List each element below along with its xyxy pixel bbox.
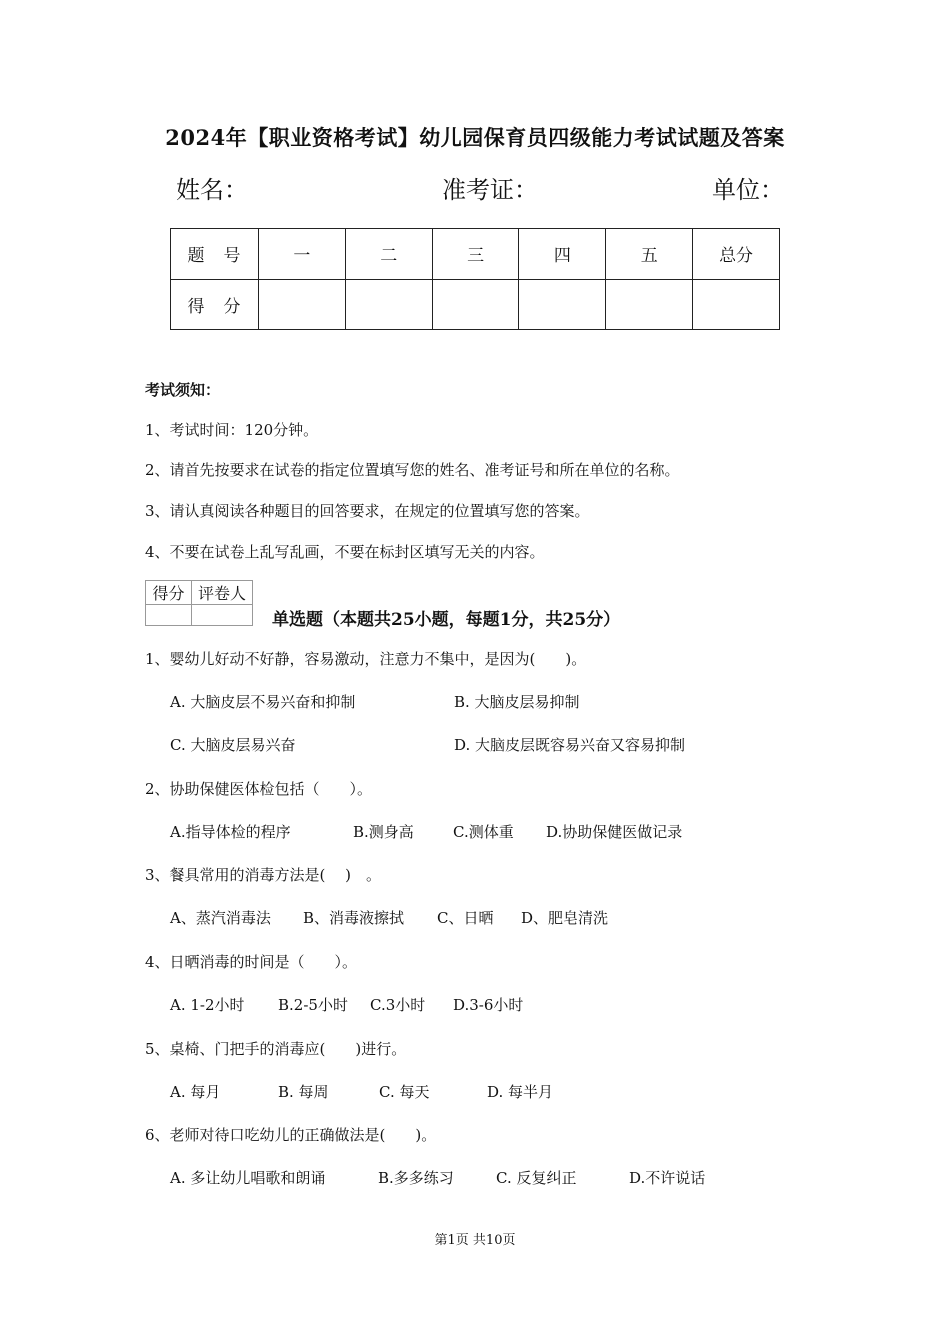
option: C. 大脑皮层易兴奋 xyxy=(170,736,296,754)
grader-reviewer-cell xyxy=(192,605,253,626)
column-header: 三 xyxy=(432,229,519,280)
section-title: 单选题（本题共25小题，每题1分，共25分） xyxy=(272,610,621,630)
option: A. 1-2小时 xyxy=(170,996,245,1014)
option: B. 每周 xyxy=(278,1083,329,1101)
page-title: 2024年【职业资格考试】幼儿园保育员四级能力考试试题及答案 xyxy=(165,125,785,150)
option: A.指导体检的程序 xyxy=(170,823,291,841)
score-table xyxy=(170,228,780,330)
column-header: 五 xyxy=(606,229,693,280)
option: B、消毒液擦拭 xyxy=(303,909,405,927)
option: A. 大脑皮层不易兴奋和抑制 xyxy=(170,693,356,711)
notice-item: 2、请首先按要求在试卷的指定位置填写您的姓名、准考证号和所在单位的名称。 xyxy=(145,461,680,479)
question-text: 2、协助保健医体检包括（ ）。 xyxy=(145,780,373,798)
option: D、肥皂清洗 xyxy=(521,909,609,927)
option: D.不许说话 xyxy=(629,1169,706,1187)
question-text: 3、餐具常用的消毒方法是( ) 。 xyxy=(145,866,382,884)
score-cell xyxy=(693,279,780,330)
option: B.多多练习 xyxy=(378,1169,454,1187)
score-cell xyxy=(606,279,693,330)
score-label: 得 分 xyxy=(171,279,259,330)
option: D. 每半月 xyxy=(487,1083,554,1101)
column-header: 二 xyxy=(345,229,432,280)
option: D. 大脑皮层既容易兴奋又容易抑制 xyxy=(454,736,686,754)
column-header: 一 xyxy=(259,229,346,280)
option: A、蒸汽消毒法 xyxy=(170,909,271,927)
option: A. 多让幼儿唱歌和朗诵 xyxy=(170,1169,326,1187)
unit-field-label: 单位： xyxy=(712,176,784,204)
column-header: 四 xyxy=(519,229,606,280)
question-text: 6、老师对待口吃幼儿的正确做法是( )。 xyxy=(145,1126,437,1144)
option: C. 每天 xyxy=(379,1083,430,1101)
notice-heading: 考试须知： xyxy=(145,381,221,399)
name-field-label: 姓名： xyxy=(176,176,248,204)
option: B.测身高 xyxy=(353,823,414,841)
score-table-header-row xyxy=(171,229,780,280)
score-table-score-row xyxy=(171,279,780,330)
option: B.2-5小时 xyxy=(278,996,348,1014)
option: B. 大脑皮层易抑制 xyxy=(454,693,580,711)
score-cell xyxy=(345,279,432,330)
grader-box xyxy=(145,580,253,626)
option: A. 每月 xyxy=(170,1083,221,1101)
grader-score-label: 得分 xyxy=(146,581,192,605)
question-text: 4、日晒消毒的时间是（ ）。 xyxy=(145,953,358,971)
score-cell xyxy=(519,279,606,330)
column-header: 总分 xyxy=(693,229,780,280)
option: C、日晒 xyxy=(437,909,494,927)
option: C.测体重 xyxy=(453,823,514,841)
option: D.协助保健医做记录 xyxy=(546,823,683,841)
question-text: 5、桌椅、门把手的消毒应( )进行。 xyxy=(145,1040,407,1058)
notice-item: 3、请认真阅读各种题目的回答要求，在规定的位置填写您的答案。 xyxy=(145,502,590,520)
score-cell xyxy=(432,279,519,330)
score-cell xyxy=(259,279,346,330)
question-number-label: 题 号 xyxy=(171,229,259,280)
notice-item: 1、考试时间：120分钟。 xyxy=(145,421,319,439)
option: C.3小时 xyxy=(370,996,426,1014)
question-text: 1、婴幼儿好动不好静，容易激动，注意力不集中，是因为( )。 xyxy=(145,650,587,668)
option: C. 反复纠正 xyxy=(496,1169,577,1187)
grader-score-cell xyxy=(146,605,192,626)
option: D.3-6小时 xyxy=(453,996,524,1014)
exam-number-field-label: 准考证： xyxy=(442,176,538,204)
grader-reviewer-label: 评卷人 xyxy=(192,581,253,605)
page-footer: 第1页 共10页 xyxy=(434,1233,516,1248)
notice-item: 4、不要在试卷上乱写乱画，不要在标封区填写无关的内容。 xyxy=(145,543,545,561)
